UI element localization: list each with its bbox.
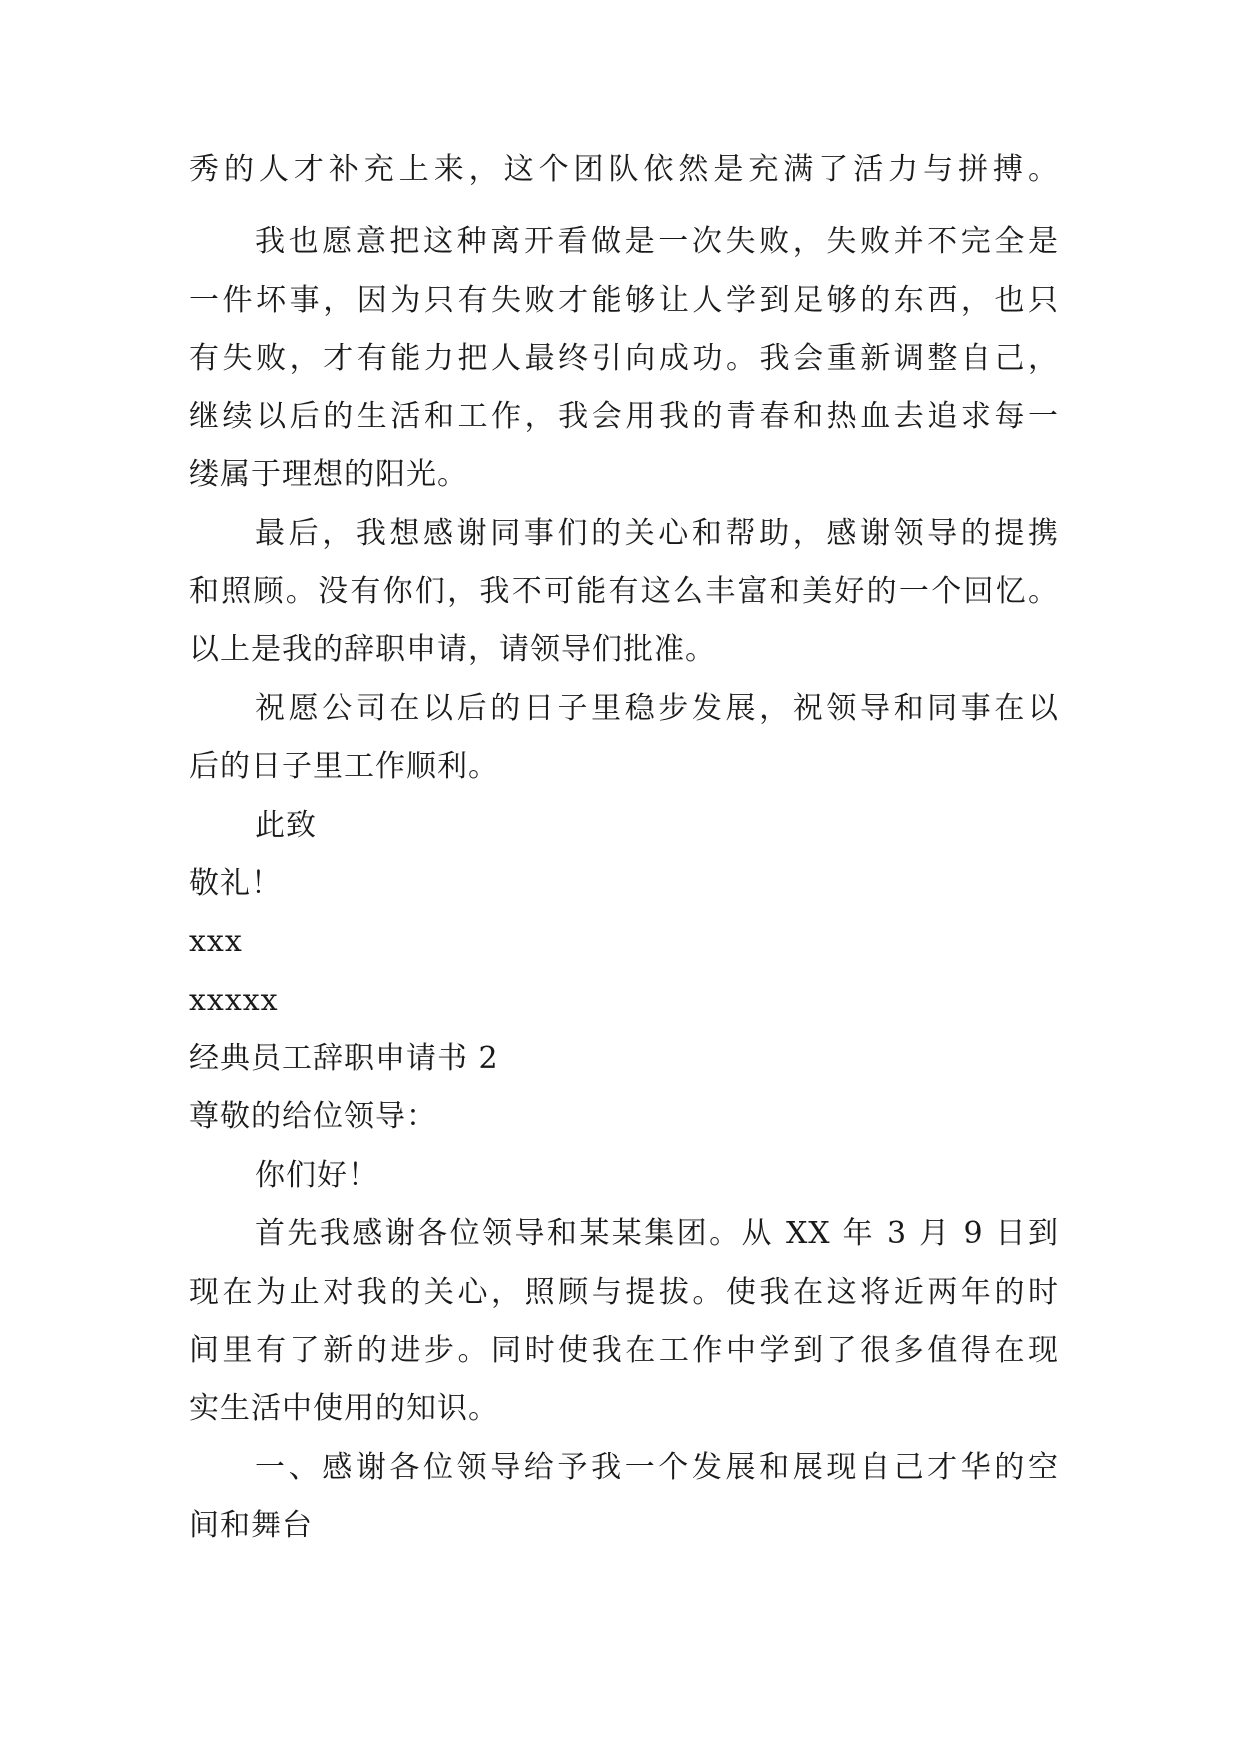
greeting: 尊敬的给位领导： <box>189 1099 437 1134</box>
text-line: 继续以后的生活和工作，我会用我的青春和热血去追求每一 <box>189 399 1059 434</box>
text-line: 和照顾。没有你们，我不可能有这么丰富和美好的一个回忆。 <box>189 574 1059 609</box>
paragraph-first-line: 我也愿意把这种离开看做是一次失败，失败并不完全是 <box>255 224 1059 259</box>
text-line: 现在为止对我的关心，照顾与提拔。使我在这将近两年的时 <box>189 1275 1059 1310</box>
text-line: 以上是我的辞职申请，请领导们批准。 <box>189 632 716 667</box>
paragraph-first-line: 祝愿公司在以后的日子里稳步发展，祝领导和同事在以 <box>255 691 1059 726</box>
opening-phrase: 你们好！ <box>255 1158 379 1193</box>
text-line: 间里有了新的进步。同时使我在工作中学到了很多值得在现 <box>189 1333 1059 1368</box>
signature-date: xxxxx <box>189 983 279 1018</box>
text-line: 实生活中使用的知识。 <box>189 1391 499 1426</box>
text-line: 有失败，才有能力把人最终引向成功。我会重新调整自己， <box>189 341 1059 376</box>
signature-name: xxx <box>189 924 243 959</box>
section-heading: 经典员工辞职申请书 2 <box>189 1041 499 1076</box>
text-line: 一件坏事，因为只有失败才能够让人学到足够的东西，也只 <box>189 283 1059 318</box>
paragraph-first-line: 首先我感谢各位领导和某某集团。从 XX 年 3 月 9 日到 <box>255 1216 1059 1251</box>
salutation: 敬礼！ <box>189 866 282 901</box>
text-line: 后的日子里工作顺利。 <box>189 749 499 784</box>
text-line: 间和舞台 <box>189 1508 313 1543</box>
paragraph-first-line: 最后，我想感谢同事们的关心和帮助，感谢领导的提携 <box>255 516 1059 551</box>
paragraph-first-line: 一、感谢各位领导给予我一个发展和展现自己才华的空 <box>255 1450 1059 1485</box>
text-line: 秀的人才补充上来，这个团队依然是充满了活力与拼搏。 <box>189 152 1059 187</box>
text-line: 缕属于理想的阳光。 <box>189 457 468 492</box>
closing-phrase: 此致 <box>255 808 317 843</box>
